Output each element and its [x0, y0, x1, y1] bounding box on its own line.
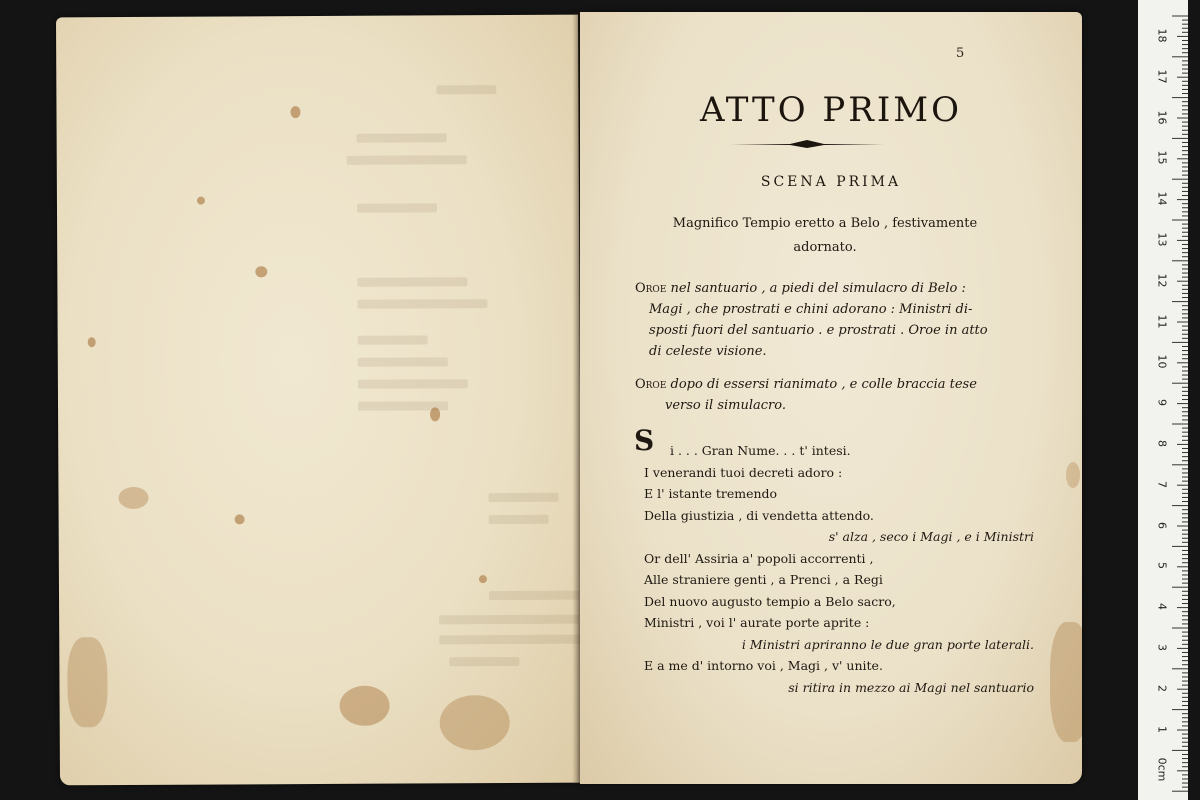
ruler-number: 2 — [1155, 684, 1169, 692]
stage-line: di celeste visione. — [649, 344, 767, 359]
act-title: ATTO PRIMO — [700, 90, 962, 130]
show-through-line — [436, 85, 496, 94]
foxing-stain — [479, 575, 487, 583]
ruler-number: 11 — [1155, 314, 1169, 329]
show-through-line — [489, 591, 579, 600]
show-through-line — [357, 277, 467, 287]
scene-heading: SCENA PRIMA — [760, 174, 902, 190]
foxing-stain — [290, 106, 300, 118]
ruler-number: 8 — [1155, 440, 1169, 447]
stage-direction-inline: i Ministri apriranno le due gran porte laterali. — [741, 636, 1034, 652]
foxing-stain — [440, 695, 510, 750]
ruler-number: 12 — [1155, 273, 1169, 288]
ruler-number: 10 — [1155, 354, 1169, 369]
ruler-number: 6 — [1155, 521, 1169, 529]
verse-line: Della giustizia , di vendetta attendo. — [644, 507, 874, 523]
show-through-text — [56, 15, 582, 786]
stage-line: verso il simulacro. — [665, 398, 786, 413]
ruler-number: 13 — [1155, 232, 1169, 247]
foxing-stain — [88, 337, 96, 347]
foxing-stain — [1066, 462, 1080, 488]
foxing-stain — [339, 686, 389, 726]
speaker-name: Oroe — [635, 281, 667, 296]
verse-line — [634, 424, 1024, 462]
show-through-line — [358, 357, 448, 366]
foxing-stain — [235, 514, 245, 524]
ruler-number: 16 — [1155, 110, 1169, 125]
setting-line: Magnifico Tempio eretto a Belo , festivamente — [672, 216, 978, 231]
stage-direction-inline: s' alza , seco i Magi , e i Ministri — [828, 529, 1034, 544]
foxing-stain — [67, 637, 107, 727]
ruler-number: 3 — [1155, 644, 1169, 651]
show-through-line — [449, 657, 519, 666]
show-through-line — [358, 335, 428, 344]
stage-direction-inline: si ritira in mezzo ai Magi nel santuario — [788, 679, 1034, 695]
verse-line: E l' istante tremendo — [644, 486, 778, 501]
verse-text: i . . . Gran Nume. . . t' intesi. — [670, 443, 851, 458]
show-through-line — [489, 515, 549, 524]
setting-line: adornato. — [793, 240, 857, 255]
ruler-number: 9 — [1155, 399, 1169, 407]
page-number: 5 — [956, 46, 965, 61]
ruler-number: 1 — [1155, 725, 1169, 733]
ruler-number: 4 — [1155, 603, 1169, 611]
show-through-line — [358, 379, 468, 389]
show-through-line — [439, 615, 579, 625]
verse-line: Ministri , voi l' aurate porte aprite : — [644, 615, 870, 630]
foxing-stain — [255, 266, 267, 277]
show-through-line — [357, 133, 447, 142]
foxing-stain — [430, 407, 440, 421]
foxing-stain — [118, 487, 148, 509]
drop-cap: S — [634, 424, 655, 457]
ornamental-divider — [730, 138, 884, 150]
show-through-line — [439, 635, 582, 645]
speaker-name: Oroe — [635, 377, 667, 392]
stage-line: nel santuario , a piedi del simulacro di Belo : — [666, 281, 966, 296]
ruler-number: 15 — [1155, 150, 1169, 165]
verse-line: E a me d' intorno voi , Magi , v' unite. — [644, 658, 883, 673]
show-through-line — [357, 203, 437, 212]
ruler-number: 14 — [1155, 191, 1169, 206]
verse-line: I venerandi tuoi decreti adoro : — [644, 464, 843, 480]
stage-direction — [635, 278, 1015, 362]
scene-setting — [640, 212, 1010, 260]
show-through-line — [488, 493, 558, 502]
foxing-stain — [197, 197, 205, 205]
verse-line: Or dell' Assiria a' popoli accorrenti , — [644, 550, 874, 566]
verse-line: Del nuovo augusto tempio a Belo sacro, — [644, 593, 896, 609]
stage-line: Magi , che prostrati e chini adorano : Ministri di- — [649, 302, 973, 317]
verse-block — [634, 424, 1034, 698]
ruler-number: 17 — [1155, 69, 1169, 84]
measuring-ruler — [1138, 0, 1188, 800]
stage-line: dopo di essersi rianimato , e colle braccia tese — [666, 377, 977, 392]
ruler-number: 5 — [1155, 562, 1169, 570]
stage-direction — [635, 374, 1015, 416]
foxing-stain — [1050, 622, 1082, 742]
show-through-line — [357, 299, 487, 309]
ruler-number: 7 — [1155, 480, 1169, 488]
show-through-line — [347, 155, 467, 165]
ruler-number: 0cm — [1155, 758, 1169, 782]
right-page — [580, 12, 1082, 784]
verse-line: Alle straniere genti , a Prenci , a Regi — [644, 572, 883, 587]
left-page — [56, 15, 582, 786]
stage-line: sposti fuori del santuario . e prostrati . Oroe in atto — [649, 323, 988, 338]
ruler-number: 18 — [1155, 28, 1169, 43]
